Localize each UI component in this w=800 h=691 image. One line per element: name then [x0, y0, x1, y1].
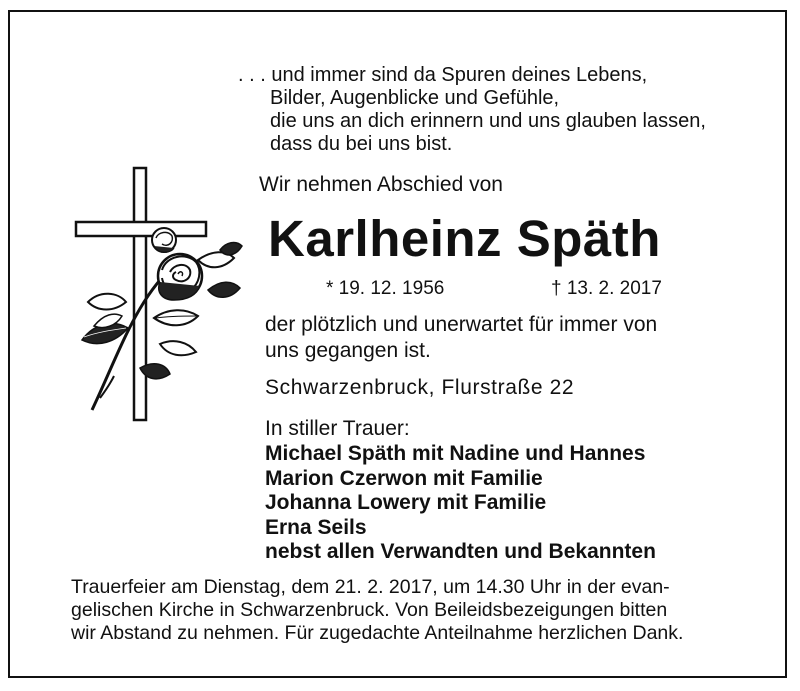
- funeral-notice: [71, 576, 753, 645]
- mourner-name: Marion Czerwon mit Familie: [265, 466, 543, 490]
- farewell-intro: Wir nehmen Abschied von: [259, 173, 503, 196]
- mourner-name: Erna Seils: [265, 515, 367, 539]
- deceased-name: Karlheinz Späth: [268, 210, 661, 267]
- poem-line: Bilder, Augenblicke und Gefühle,: [270, 87, 560, 109]
- poem-line: die uns an dich erinnern und uns glauben lassen,: [270, 110, 706, 132]
- mourner-name: Michael Späth mit Nadine und Hannes: [265, 442, 646, 465]
- funeral-line: gelischen Kirche in Schwarzenbruck. Von Beileidsbezeigungen bitten: [71, 599, 668, 621]
- poem: [238, 64, 706, 156]
- mourner-name: Johanna Lowery mit Familie: [265, 491, 547, 514]
- passing-statement: [265, 312, 657, 364]
- death-date: † 13. 2. 2017: [551, 278, 662, 299]
- address: Schwarzenbruck, Flurstraße 22: [265, 376, 575, 399]
- statement-line: uns gegangen ist.: [265, 339, 431, 362]
- funeral-line: wir Abstand zu nehmen. Für zugedachte Anteilnahme herzlichen Dank.: [71, 622, 684, 644]
- funeral-line: Trauerfeier am Dienstag, dem 21. 2. 2017, um 14.30 Uhr in der evan-: [71, 576, 670, 598]
- poem-line: dass du bei uns bist.: [270, 133, 453, 155]
- poem-line: . . . und immer sind da Spuren deines Lebens,: [238, 64, 648, 86]
- statement-line: der plötzlich und unerwartet für immer von: [265, 313, 658, 336]
- mourner-name: nebst allen Verwandten und Bekannten: [265, 540, 656, 563]
- cross-with-rose-icon: [70, 162, 250, 432]
- mourners-list: [265, 442, 656, 565]
- obituary-frame: [8, 10, 787, 678]
- birth-date: * 19. 12. 1956: [326, 278, 445, 299]
- mourning-intro: In stiller Trauer:: [265, 417, 410, 440]
